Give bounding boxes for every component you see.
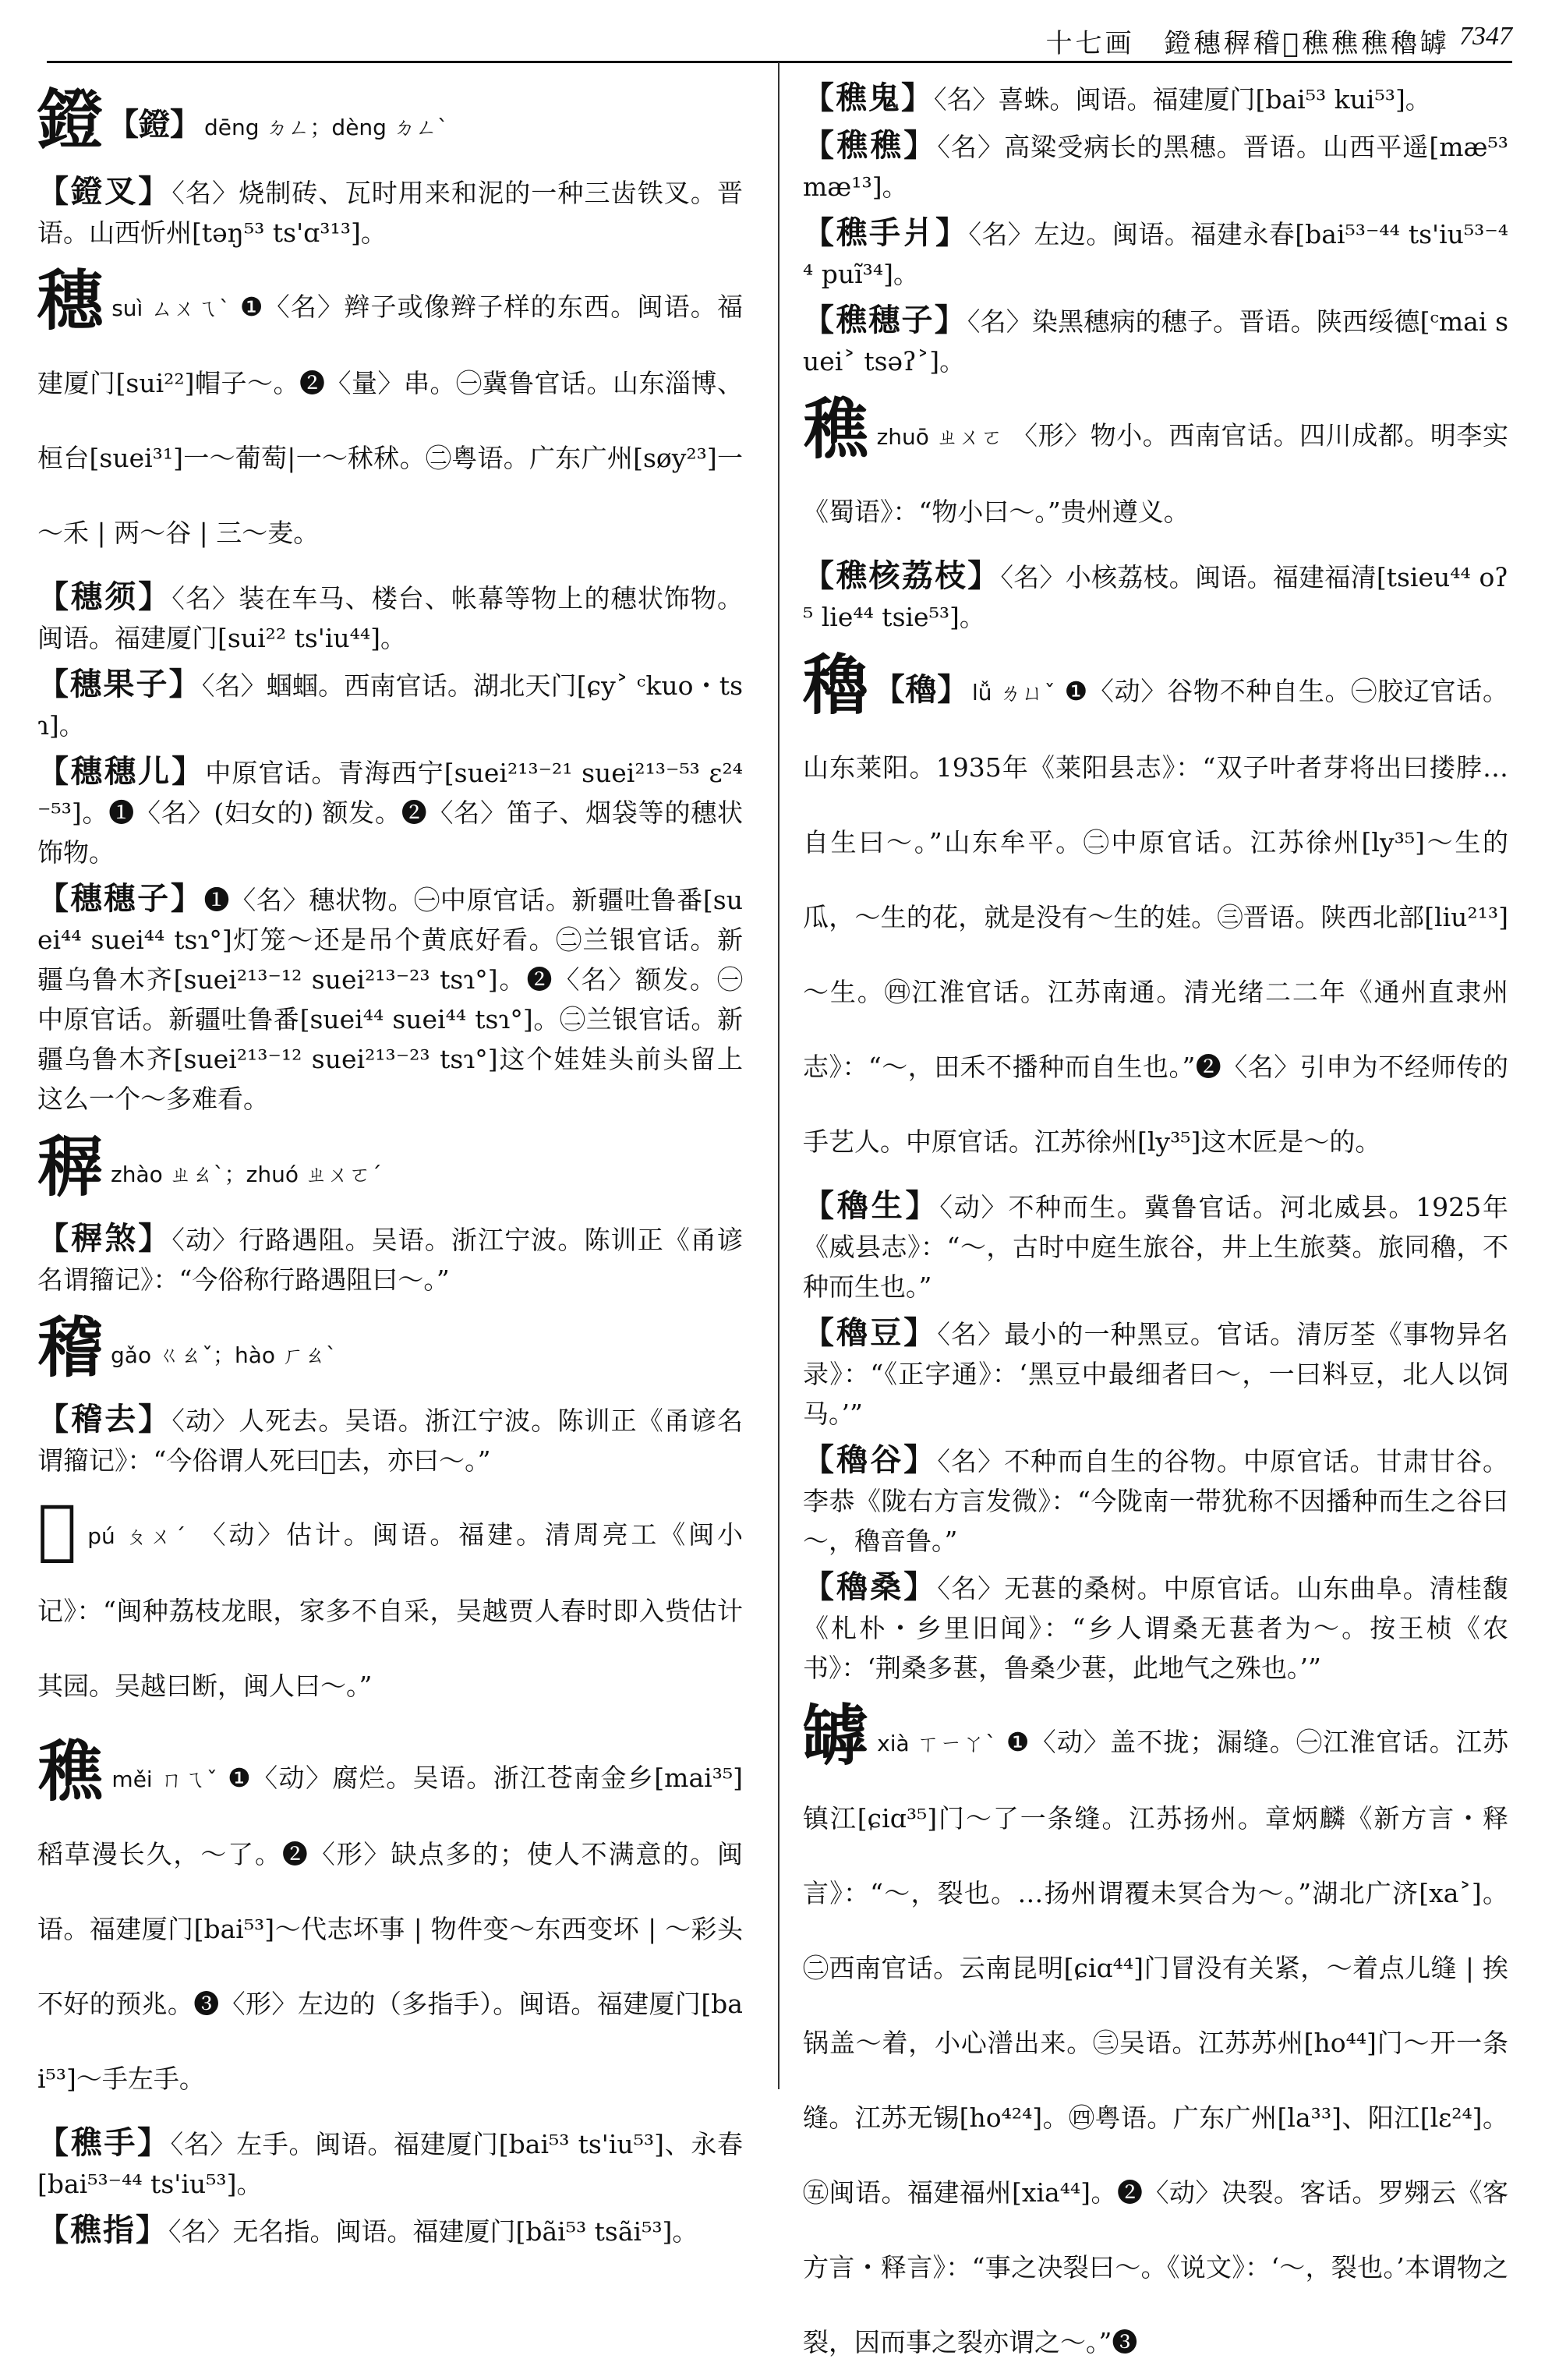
headword-pinyin: lǚ ㄌㄩˇ [971, 680, 1056, 706]
entry-paragraph [803, 1186, 1508, 1307]
sub-entry [803, 1186, 1508, 1307]
entry-paragraph [37, 1310, 743, 1393]
headword-pinyin: gǎo ㄍㄠˇ；hào ㄏㄠˋ [111, 1342, 337, 1368]
definition-text: ❶〈动〉谷物不种自生。㊀胶辽官话。山东莱阳。1935年《莱阳县志》：“双子叶者芽将出曰搂脖…自生曰～。”山东牟平。㊁中原官话。江苏徐州[ly³⁵]～生的瓜，～生的花，就是没有～生的娃。㊂晋语。陕西北部[liu²¹³]～生。㊃江淮官话。江苏南通。清光绪二二年《通州直隶州志》：“～，田禾不播种而自生也。”❷〈名〉引申为不经师传的手艺人。中原官话。江苏徐州[ly³⁵]这木匠是～的。 [803, 676, 1508, 1157]
entry-paragraph [37, 664, 743, 745]
headword-pinyin: suì ㄙㄨㄟˋ [111, 295, 232, 321]
headword-char: 稽 [37, 1309, 104, 1386]
sub-headword: 【穗穗儿】 [37, 753, 206, 790]
headword-char: 罅 [803, 1697, 870, 1774]
definition-text: 〈形〉物小。西南官话。四川成都。明李实《蜀语》：“物小曰～。”贵州遵义。 [803, 420, 1508, 527]
sub-entry [803, 1567, 1508, 1688]
sub-entry [37, 1399, 743, 1480]
sub-entry [803, 126, 1508, 207]
head-entry [37, 1491, 743, 1724]
definition-text: 〈名〉左手。闽语。福建厦门[bai⁵³ ts'iu⁵³]、永春[bai⁵³⁻⁴⁴ ts'iu⁵³]。 [37, 2129, 743, 2199]
sub-headword: 【鐙叉】 [37, 173, 172, 210]
sub-headword: 【穛鬼】 [803, 80, 934, 116]
head-entry [37, 83, 743, 165]
sub-entry [803, 213, 1508, 294]
definition-text: 〈名〉烧制砖、瓦时用来和泥的一种三齿铁叉。晋语。山西忻州[təŋ⁵³ ts'ɑ³¹³]。 [37, 178, 744, 248]
definition-text: 〈名〉染黑穗病的穗子。晋语。陕西绥德[ᶜmai suei˃ tsəʔ˃]。 [803, 306, 1508, 377]
sub-entry [803, 1313, 1508, 1434]
headword-pinyin: měi ㄇㄟˇ [111, 1766, 219, 1792]
sub-entry [37, 879, 743, 1119]
head-entry [37, 1735, 743, 2117]
sub-entry [37, 751, 743, 872]
entry-paragraph [37, 263, 743, 571]
entry-paragraph [37, 1130, 743, 1212]
entry-paragraph [803, 300, 1508, 381]
sub-entry [803, 300, 1508, 381]
column-divider [778, 62, 780, 2089]
entry-paragraph [37, 751, 743, 872]
definition-text: 〈名〉装在车马、楼台、帐幕等物上的穗状饰物。闽语。福建厦门[sui²² ts'iu⁴⁴]。 [37, 583, 744, 653]
headword-pinyin: zhào ㄓㄠˋ；zhuó ㄓㄨㄛˊ [111, 1162, 382, 1187]
definition-text: 〈名〉无名指。闽语。福建厦门[bãi⁵³ tsãi⁵³]。 [168, 2216, 698, 2247]
entry-paragraph [37, 1218, 743, 1300]
headword-char: 𥢨 [37, 1490, 80, 1567]
sub-entry [37, 2210, 743, 2251]
entry-paragraph [37, 172, 743, 253]
definition-text: 〈动〉行路遇阻。吴语。浙江宁波。陈训正《甬谚名谓籀记》：“今俗称行路遇阻曰～。” [37, 1225, 744, 1295]
definition-text: 〈动〉人死去。吴语。浙江宁波。陈训正《甬谚名谓籀记》：“今俗谓人死曰𥢨去，亦曰～。” [37, 1406, 744, 1476]
definition-text: 中原官话。青海西宁[suei²¹³⁻²¹ suei²¹³⁻⁵³ ɛ²⁴⁻⁵³]。❶〈名〉(妇女的) 额发。❷〈名〉笛子、烟袋等的穗状饰物。 [37, 758, 743, 868]
sub-headword: 【穛手】 [37, 2124, 171, 2161]
sub-headword: 【稺煞】 [37, 1220, 172, 1257]
right-column [803, 72, 1508, 2380]
page-number: 7347 [1459, 22, 1512, 51]
sub-entry [37, 664, 743, 745]
entry-paragraph [37, 577, 743, 658]
definition-text: 〈名〉不种而自生的谷物。中原官话。甘肃甘谷。李恭《陇右方言发微》：“今陇南一带犹称不因播种而生之谷曰～，穭音鲁。” [803, 1446, 1509, 1556]
entry-paragraph [803, 1440, 1508, 1561]
headword-char: 穭 [803, 646, 869, 723]
definition-text: 〈名〉无葚的桑树。中原官话。山东曲阜。清桂馥《札朴・乡里旧闻》：“乡人谓桑无葚者为～。按王桢《农书》：‘荆桑多葚，鲁桑少葚，此地气之殊也。’” [803, 1573, 1509, 1683]
header-section-title: 十七画 鐙穗稺稽𥢨穛穛穛穭罅 [1045, 28, 1450, 59]
headword-pinyin: zhuō ㄓㄨㄛ [876, 424, 1003, 450]
definition-text: 〈名〉最小的一种黑豆。官话。清厉荃《事物异名录》：“《正字通》：‘黑豆中最细者曰～，一曰料豆，北人以饲马。’” [803, 1319, 1509, 1429]
head-entry [37, 1310, 743, 1393]
entry-paragraph [37, 1735, 743, 2117]
entry-paragraph [803, 78, 1508, 119]
sub-headword: 【穛穗子】 [803, 302, 967, 338]
sub-headword: 【穗果子】 [37, 666, 202, 702]
head-entry [803, 392, 1508, 550]
sub-entry [37, 2123, 743, 2204]
entry-paragraph [37, 1399, 743, 1480]
headword-variant: 【穭】 [873, 671, 969, 708]
definition-text: 〈名〉小核荔枝。闽语。福建福清[tsieu⁴⁴ oʔ⁵ lie⁴⁴ tsie⁵³]。 [803, 562, 1509, 632]
sub-entry [803, 78, 1508, 119]
headword-char: 稺 [37, 1128, 104, 1205]
left-column [37, 72, 743, 2251]
sub-entry [37, 577, 743, 658]
sub-headword: 【穗须】 [37, 578, 172, 615]
headword-variant: 【鐙】 [108, 106, 202, 143]
definition-text: 〈动〉不种而生。冀鲁官话。河北威县。1925年《威县志》：“～，古时中庭生旅谷，井上生旅葵。旅同穭，不种而生也。” [803, 1192, 1509, 1302]
headword-pinyin: pú ㄆㄨˊ [87, 1523, 189, 1549]
sub-entry [803, 1440, 1508, 1561]
definition-text: ❶〈动〉腐烂。吴语。浙江苍南金乡[mai³⁵]稻草漫长久，～了。❷〈形〉缺点多的；使人不满意的。闽语。福建厦门[bai⁵³]～代志坏事 | 物件变～东西变坏 | ～彩头不好的预兆。❸〈形〉左边的（多指手）。闽语。福建厦门[bai⁵³]～手左手。 [37, 1763, 744, 2094]
headword-char: 穗 [37, 262, 104, 339]
sub-headword: 【穭豆】 [803, 1314, 938, 1351]
entry-paragraph [803, 126, 1508, 207]
entry-paragraph [803, 556, 1508, 637]
headword-pinyin: xià ㄒㄧㄚˋ [877, 1731, 998, 1756]
definition-text: 〈名〉左边。闽语。福建永春[bai⁵³⁻⁴⁴ ts'iu⁵³⁻⁴⁴ puĩ³⁴]。 [803, 219, 1509, 289]
entry-paragraph [803, 1699, 1508, 2380]
definition-text: ❶〈名〉穗状物。㊀中原官话。新疆吐鲁番[suei⁴⁴ suei⁴⁴ tsɿ°]灯笼～还是吊个黄底好看。㊁兰银官话。新疆乌鲁木齐[suei²¹³⁻¹² suei²¹³⁻²³ tsɿ°]。❷〈名〉额发。㊀中原官话。新疆吐鲁番[suei⁴⁴ suei⁴⁴ tsɿ°]。㊁兰银官话。新疆乌鲁木齐[suei²¹³⁻¹² suei²¹³⁻²³ tsɿ°]这个娃娃头前头留上这么一个～多难看。 [37, 885, 743, 1114]
headword-char: 穛 [37, 1733, 104, 1810]
sub-entry [37, 1218, 743, 1300]
entry-paragraph [37, 1491, 743, 1724]
entry-paragraph [37, 879, 743, 1119]
sub-headword: 【穗穗子】 [37, 880, 204, 917]
head-entry [803, 648, 1508, 1179]
head-entry [37, 1130, 743, 1212]
headword-char: 穛 [803, 391, 869, 468]
entry-paragraph [803, 213, 1508, 294]
entry-paragraph [803, 648, 1508, 1179]
sub-headword: 【穛指】 [37, 2212, 168, 2248]
page-header [47, 16, 1512, 63]
definition-text: 〈名〉喜蛛。闽语。福建厦门[bai⁵³ kui⁵³]。 [934, 84, 1431, 115]
entry-paragraph [803, 392, 1508, 550]
headword-char: 鐙 [37, 81, 104, 158]
sub-headword: 【穛手爿】 [803, 214, 969, 251]
entry-paragraph [37, 2210, 743, 2251]
entry-paragraph [803, 1567, 1508, 1688]
entry-paragraph [37, 2123, 743, 2204]
definition-text: 〈名〉蝈蝈。西南官话。湖北天门[ɕy˃ ᶜkuo・tsɿ]。 [37, 670, 744, 741]
definition-text: 〈名〉高粱受病长的黑穗。晋语。山西平遥[mæ⁵³ mæ¹³]。 [803, 132, 1508, 202]
definition-text: ❶〈动〉盖不拢；漏缝。㊀江淮官话。江苏镇江[ɕiɑ³⁵]门～了一条缝。江苏扬州。章炳麟《新方言・释言》：“～，裂也。…扬州谓覆未冥合为～。”湖北广济[xa˃]。㊁西南官话。云南昆明[ɕiɑ⁴⁴]门冒没有关紧，～着点儿缝 | 挨锅盖～着，小心潽出来。㊂吴语。江苏苏州[ho⁴⁴]门～开一条缝。江苏无锡[ho⁴²⁴]。㊃粤语。广东广州[la³³]、阳江[lɛ²⁴]。㊄闽语。福建福州[xia⁴⁴]。❷〈动〉决裂。客话。罗翙云《客方言・释言》：“事之决裂曰～。《说文》：‘～，裂也。’本谓物之裂，因而事之裂亦谓之～。”❸ [803, 1727, 1508, 2357]
sub-headword: 【穛核荔枝】 [803, 557, 1001, 594]
headword-pinyin: dēng ㄉㄥ；dèng ㄉㄥˋ [204, 115, 448, 140]
head-entry [803, 1699, 1508, 2380]
entry-paragraph [803, 1313, 1508, 1434]
sub-headword: 【穛穛】 [803, 127, 938, 164]
sub-headword: 【穭桑】 [803, 1568, 938, 1605]
sub-entry [803, 556, 1508, 637]
head-entry [37, 263, 743, 571]
entry-paragraph [37, 83, 743, 165]
sub-headword: 【穭谷】 [803, 1441, 938, 1478]
sub-headword: 【穭生】 [803, 1187, 940, 1224]
definition-text: 〈动〉估计。闽语。福建。清周亮工《闽小记》：“闽种荔枝龙眼，家多不自采，吴越贾人春时即入赀估计其园。吴越曰断，闽人曰～。” [37, 1519, 744, 1701]
sub-entry [37, 172, 743, 253]
definition-text: ❶〈名〉辫子或像辫子样的东西。闽语。福建厦门[sui²²]帽子～。❷〈量〉串。㊀冀鲁官话。山东淄博、桓台[suei³¹]一～葡萄|一～秫秫。㊁粤语。广东广州[søy²³]一～禾 | 两～谷 | 三～麦。 [37, 292, 743, 548]
sub-headword: 【稽去】 [37, 1401, 172, 1438]
